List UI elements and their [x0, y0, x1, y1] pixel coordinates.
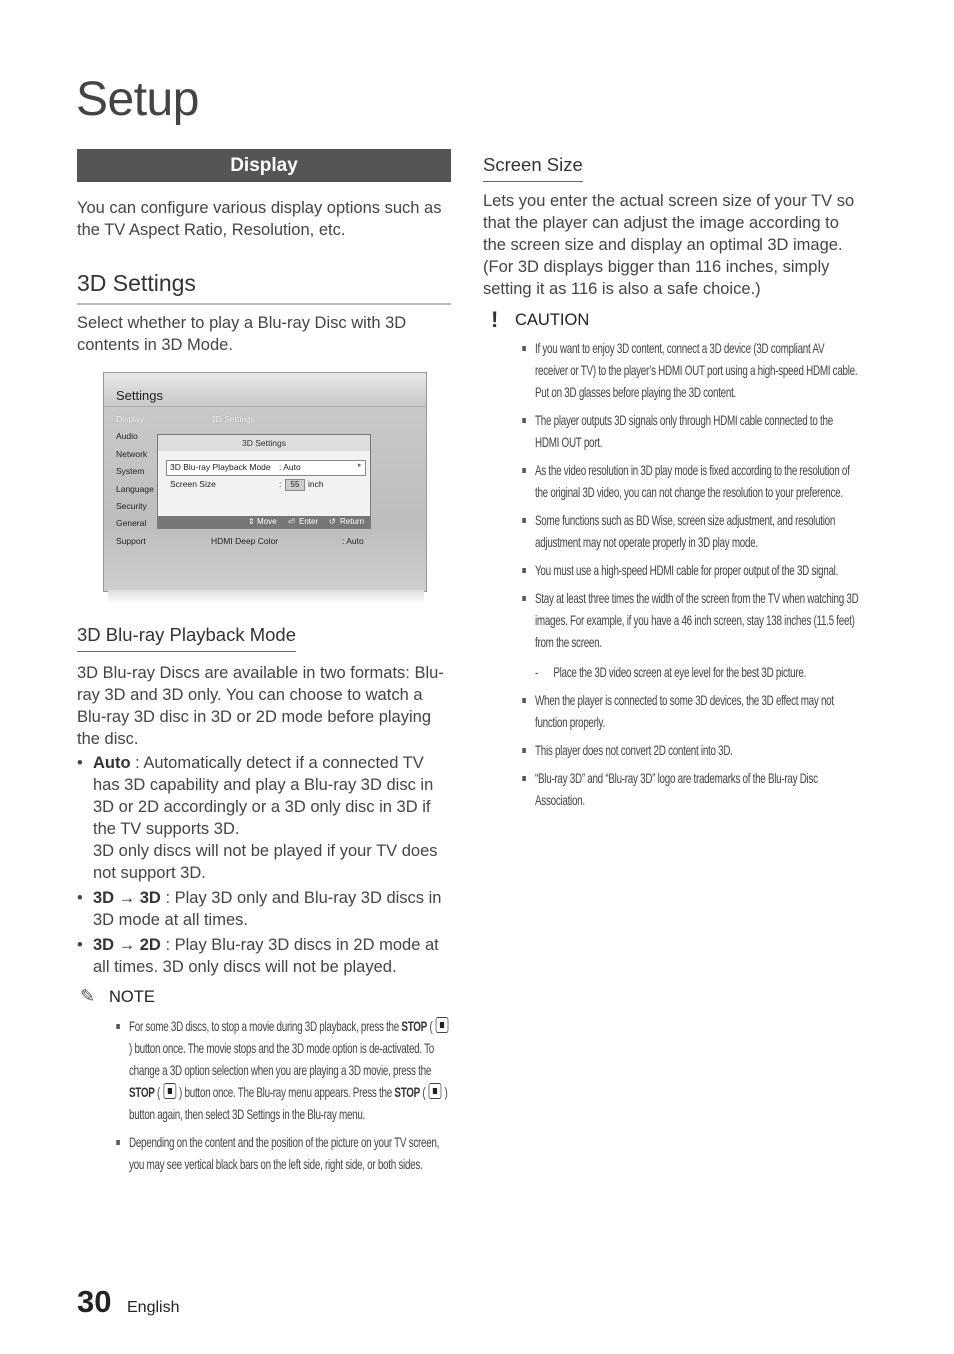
option-3d-3d-term: 3D → 3D: [93, 889, 161, 907]
tv-menu-item: System: [116, 466, 145, 476]
note-text: For some 3D discs, to stop a movie during 3D playback, press the: [129, 1018, 402, 1034]
playback-mode-intro: 3D Blu-ray Discs are available in two formats: Blu-ray 3D and 3D only. You can choose to watch a Blu-ray 3D disc in 3D or 2D mode before playing the disc.: [77, 664, 444, 748]
caution-label: CAUTION: [515, 311, 590, 329]
option-3d-3d-desc: : Play 3D only and Blu-ray 3D discs in 3D mode at all times.: [93, 889, 442, 929]
screen-size-heading: Screen Size: [483, 154, 583, 182]
footer-enter: Enter: [299, 517, 319, 526]
tv-screen-title: Settings: [116, 388, 163, 403]
stop-label: STOP: [129, 1084, 155, 1100]
caution-item: [535, 587, 859, 683]
stop-icon: [436, 1017, 449, 1033]
display-section-header: Display: [77, 149, 451, 182]
caution-item-text: Stay at least three times the width of the screen from the TV when watching 3D images. For example, if you have a 46 inch screen, stay 138 inches (11.5 feet) from the screen.: [535, 590, 859, 650]
note-text: button once. The movie stops and the 3D mode option is de-activated. To change a 3D option selection when you are playing a 3D movie, press the: [129, 1040, 434, 1078]
tv-menu-item: Security: [116, 501, 147, 511]
screen-size-intro: Lets you enter the actual screen size of your TV so that the player can adjust the image according to the screen size and display an optimal 3D image. (For 3D displays bigger than 116 inches, simply setting it as 116 is also a safe choice.): [483, 192, 855, 298]
dash-marker: -: [535, 664, 539, 680]
tv-menu-item: Display: [116, 414, 144, 424]
option-3d-3d: [77, 887, 451, 931]
caution-item: The player outputs 3D signals only through HDMI cable connected to the HDMI OUT port.: [535, 409, 859, 453]
caution-subnote: [535, 661, 859, 683]
caution-item: “Blu-ray 3D” and “Blu-ray 3D” logo are trademarks of the Blu-ray Disc Association.: [535, 767, 859, 811]
caution-item: You must use a high-speed HDMI cable for proper output of the 3D signal.: [535, 559, 859, 581]
popup-row2-label: Screen Size: [170, 479, 216, 489]
footer-move: Move: [257, 517, 277, 526]
move-icon: ⇕: [248, 517, 255, 526]
page-number: 30: [77, 1284, 112, 1319]
option-auto-term: Auto: [93, 754, 131, 772]
note-item: Depending on the content and the position of the picture on your TV screen, you may see vertical black bars on the left side, right side, or both sides.: [129, 1131, 453, 1175]
pencil-icon: ✎: [80, 986, 96, 1006]
3d-settings-popup: [157, 434, 371, 529]
stop-icon: [163, 1083, 176, 1099]
enter-icon: ⏎: [288, 517, 295, 526]
tv-shadow: [108, 590, 424, 604]
note-list: [129, 1015, 453, 1175]
screen-size-heading-wrap: [483, 154, 583, 182]
footer-return: Return: [340, 517, 365, 526]
popup-row2-colon: :: [279, 479, 282, 489]
note-item: For some 3D discs, to stop a movie during 3D playback, press the STOP ( ) button once. The movie stops and the 3D mode option is de-activated. To change a 3D option selection when you are playing a 3D movie, press the STOP ( ) button once. The Blu-ray menu appears. Press the STOP ( ) button again, then select 3D Settings in the Blu-ray menu.: [129, 1015, 453, 1125]
tv-menu-item: Support: [116, 536, 146, 546]
caution-icon: !: [491, 307, 499, 332]
tv-bottom-row-value: : Auto: [342, 536, 364, 546]
page-language: English: [127, 1299, 180, 1316]
caution-list: [535, 337, 859, 811]
popup-title: 3D Settings: [158, 435, 370, 451]
screen-size-value-box: 55: [285, 479, 305, 491]
caution-item: Some functions such as BD Wise, screen size adjustment, and resolution adjustment may not operate properly in 3D play mode.: [535, 509, 859, 553]
heading-rule: [77, 303, 451, 305]
caution-item: As the video resolution in 3D play mode is fixed according to the resolution of the original 3D video, you can not change the resolution to your preference.: [535, 459, 859, 503]
note-label: NOTE: [109, 988, 155, 1006]
tv-menu-item: Language: [116, 484, 154, 494]
tv-menu-item: Network: [116, 449, 148, 459]
page-title: Setup: [76, 73, 199, 126]
option-auto: [77, 752, 451, 884]
popup-row1-value: : Auto: [279, 462, 301, 472]
caution-subnote-text: Place the 3D video screen at eye level for the best 3D picture.: [553, 664, 807, 680]
option-3d-2d-desc: : Play Blu-ray 3D discs in 2D mode at all times. 3D only discs will not be played.: [93, 936, 439, 976]
stop-icon: [429, 1083, 442, 1099]
note-text: button again, then select 3D Settings in the Blu-ray menu.: [129, 1106, 366, 1122]
option-auto-extra: 3D only discs will not be played if your TV does not support 3D.: [93, 842, 438, 882]
playback-options-list: [77, 752, 451, 981]
stop-label: STOP: [394, 1084, 420, 1100]
popup-row1-label: 3D Blu-ray Playback Mode: [170, 462, 271, 472]
tv-settings-screen: [103, 372, 427, 592]
arrow-right-icon: ▸: [358, 462, 362, 469]
caution-item: When the player is connected to some 3D devices, the 3D effect may not function properly.: [535, 689, 859, 733]
option-auto-desc: : Automatically detect if a connected TV has 3D capability and play a Blu-ray 3D disc in 3D or 2D accordingly or a 3D only disc in 3D if the TV supports 3D.: [93, 754, 434, 838]
stop-label: STOP: [401, 1018, 427, 1034]
return-icon: ↺: [329, 517, 336, 526]
tv-menu-item: Audio: [116, 431, 138, 441]
tv-column-header: 3D Settings: [211, 414, 255, 424]
tv-menu-item: General: [116, 518, 147, 528]
3d-settings-intro: Select whether to play a Blu-ray Disc with 3D contents in 3D Mode.: [77, 314, 407, 354]
note-text: button once. The Blu-ray menu appears. Press the: [182, 1084, 395, 1100]
option-3d-2d: [77, 934, 451, 978]
caution-item: If you want to enjoy 3D content, connect a 3D device (3D compliant AV receiver or TV) to the player’s HDMI OUT port using a high-speed HDMI cable. Put on 3D glasses before playing the 3D content.: [535, 337, 859, 403]
playback-mode-heading-wrap: [77, 624, 296, 652]
caution-item: This player does not convert 2D content into 3D.: [535, 739, 859, 761]
tv-bottom-row-label: HDMI Deep Color: [211, 536, 279, 546]
popup-footer: [158, 516, 370, 528]
popup-row2-unit: inch: [308, 479, 324, 489]
3d-settings-heading: 3D Settings: [77, 270, 196, 296]
option-3d-2d-term: 3D → 2D: [93, 936, 161, 954]
display-intro: You can configure various display options such as the TV Aspect Ratio, Resolution, etc.: [77, 199, 442, 239]
playback-mode-heading: 3D Blu-ray Playback Mode: [77, 624, 296, 652]
tv-divider: [104, 406, 426, 407]
